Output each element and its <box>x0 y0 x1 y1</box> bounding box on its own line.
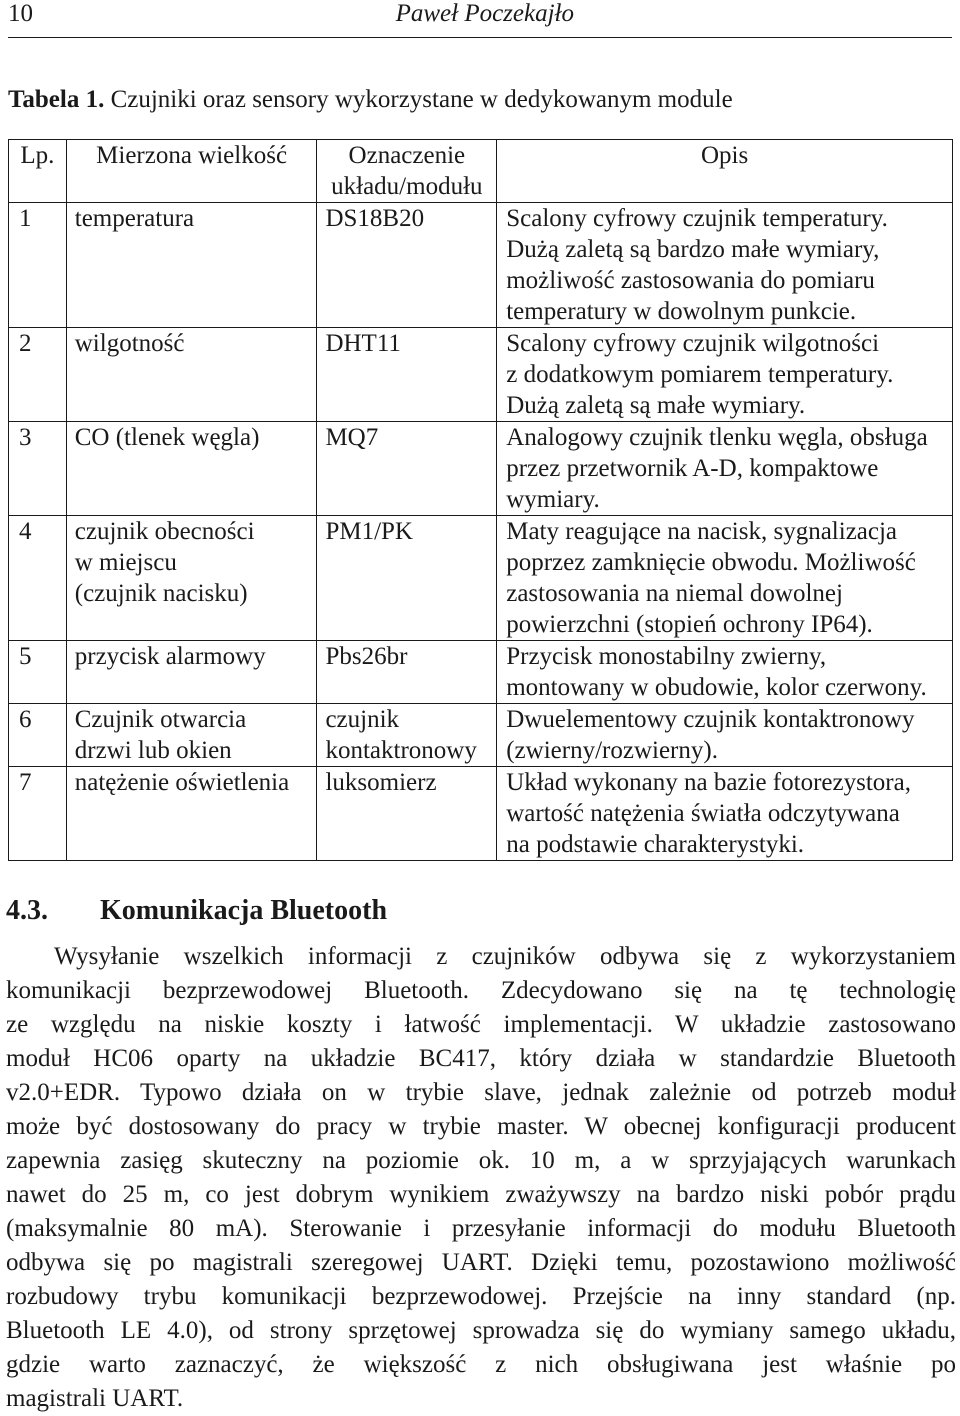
cell-description-line: Dwuelementowy czujnik kontaktronowy <box>506 706 915 733</box>
running-header <box>8 0 952 30</box>
cell-description-line: montowany w obudowie, kolor czerwony. <box>506 674 927 701</box>
cell-designation <box>317 516 497 641</box>
cell-description-line: możliwość zastosowania do pomiaru <box>506 267 875 294</box>
cell-description-line: zastosowania na niemal dowolnej <box>506 580 843 607</box>
cell-quantity <box>66 767 317 861</box>
cell-lp: 2 <box>9 328 67 422</box>
cell-lp: 5 <box>9 641 67 704</box>
cell-designation-line: luksomierz <box>325 769 437 796</box>
cell-designation-line: czujnik <box>325 706 400 733</box>
table-row <box>9 704 953 767</box>
paragraph-line: moduł HC06 oparty na układzie BC417, który działa w standardzie Bluetooth <box>6 1045 956 1072</box>
cell-designation-line: DS18B20 <box>325 205 425 232</box>
paragraph-line: Wysyłanie wszelkich informacji z czujników odbywa się z wykorzystaniem <box>54 943 956 970</box>
cell-description-line: Dużą zaletą są małe wymiary. <box>506 392 806 419</box>
paragraph-line: nawet do 25 m, co jest dobrym wynikiem zważywszy na bardzo niski pobór prądu <box>6 1181 956 1208</box>
cell-description-line: (zwierny/rozwierny). <box>506 737 718 764</box>
cell-designation-line: MQ7 <box>325 424 379 451</box>
cell-designation-line: PM1/PK <box>325 518 413 545</box>
paragraph-line: komunikacji bezprzewodowej Bluetooth. Zdecydowano się na tę technologię <box>6 977 956 1004</box>
cell-designation-line: Pbs26br <box>325 643 408 670</box>
paragraph-line: (maksymalnie 80 mA). Sterowanie i przesyłanie informacji do modułu Bluetooth <box>6 1215 956 1242</box>
cell-description-line: przez przetwornik A-D, kompaktowe <box>506 455 879 482</box>
column-header-designation-line: układu/modułu <box>331 173 483 200</box>
table-row <box>9 516 953 641</box>
cell-description-line: na podstawie charakterystyki. <box>506 831 805 858</box>
cell-lp: 7 <box>9 767 67 861</box>
column-header-lp: Lp. <box>9 140 67 203</box>
paragraph-line: gdzie warto zaznaczyć, że większość z nich obsługiwana jest właśnie po <box>6 1351 956 1378</box>
cell-designation <box>317 767 497 861</box>
table-header-row <box>9 140 953 203</box>
cell-quantity <box>66 516 317 641</box>
table-caption-text: Czujniki oraz sensory wykorzystane w dedykowanym module <box>110 86 733 113</box>
paragraph-line: zapewnia zasięg skuteczny na poziomie ok. 10 m, a w sprzyjających warunkach <box>6 1147 956 1174</box>
table-caption-label: Tabela 1. <box>8 86 105 113</box>
cell-quantity <box>66 203 317 328</box>
sensors-table <box>8 139 953 861</box>
paragraph-line: może być dostosowany do pracy w trybie master. W obecnej konfiguracji producent <box>6 1113 956 1140</box>
table-caption <box>8 86 733 114</box>
cell-quantity-line: (czujnik nacisku) <box>74 580 248 607</box>
cell-lp: 4 <box>9 516 67 641</box>
paragraph-line: rozbudowy trybu komunikacji bezprzewodowej. Przejście na inny standard (np. <box>6 1283 956 1310</box>
paragraph-line: magistrali UART. <box>6 1385 184 1412</box>
cell-description <box>497 422 953 516</box>
cell-quantity <box>66 422 317 516</box>
section-title: Komunikacja Bluetooth <box>100 895 388 926</box>
section-number: 4.3. <box>6 895 48 926</box>
cell-lp: 6 <box>9 704 67 767</box>
cell-quantity-line: wilgotność <box>74 330 185 357</box>
cell-designation-line: kontaktronowy <box>325 737 477 764</box>
cell-designation <box>317 328 497 422</box>
cell-designation <box>317 704 497 767</box>
paragraph-line: ze względu na niskie koszty i łatwość implementacji. W układzie zastosowano <box>6 1011 956 1038</box>
cell-quantity-line: drzwi lub okien <box>74 737 232 764</box>
cell-lp: 1 <box>9 203 67 328</box>
cell-quantity-line: przycisk alarmowy <box>74 643 266 670</box>
cell-quantity <box>66 328 317 422</box>
cell-description-line: Scalony cyfrowy czujnik temperatury. <box>506 205 888 232</box>
column-header-designation <box>317 140 497 203</box>
section-heading <box>6 895 387 927</box>
paragraph-line: odbywa się po magistrali szeregowej UART. Dzięki temu, pozostawiono możliwość <box>6 1249 956 1276</box>
cell-quantity-line: Czujnik otwarcia <box>74 706 247 733</box>
cell-designation <box>317 422 497 516</box>
column-header-quantity: Mierzona wielkość <box>66 140 317 203</box>
page-number: 10 <box>8 0 33 27</box>
cell-description-line: temperatury w dowolnym punkcie. <box>506 298 857 325</box>
cell-description <box>497 516 953 641</box>
cell-description-line: z dodatkowym pomiarem temperatury. <box>506 361 894 388</box>
cell-quantity-line: w miejscu <box>74 549 177 576</box>
cell-quantity-line: CO (tlenek węgla) <box>74 424 260 451</box>
cell-quantity <box>66 704 317 767</box>
table-row <box>9 767 953 861</box>
cell-description <box>497 328 953 422</box>
cell-description-line: Scalony cyfrowy czujnik wilgotności <box>506 330 880 357</box>
cell-description <box>497 641 953 704</box>
cell-description <box>497 704 953 767</box>
cell-designation-line: DHT11 <box>325 330 401 357</box>
cell-designation <box>317 203 497 328</box>
table-row <box>9 641 953 704</box>
cell-description-line: Układ wykonany na bazie fotorezystora, <box>506 769 911 796</box>
table-body <box>9 203 953 861</box>
column-header-designation-line: Oznaczenie <box>348 142 466 169</box>
cell-description-line: Maty reagujące na nacisk, sygnalizacja <box>506 518 898 545</box>
cell-description <box>497 767 953 861</box>
cell-quantity-line: temperatura <box>74 205 195 232</box>
paragraph-line: Bluetooth LE 4.0), od strony sprzętowej sprowadza się do wymiany samego układu, <box>6 1317 956 1344</box>
cell-quantity-line: natężenie oświetlenia <box>74 769 290 796</box>
cell-description-line: Analogowy czujnik tlenku węgla, obsługa <box>506 424 928 451</box>
cell-description-line: Przycisk monostabilny zwierny, <box>506 643 827 670</box>
cell-description-line: wymiary. <box>506 486 600 513</box>
cell-designation <box>317 641 497 704</box>
cell-description-line: wartość natężenia światła odczytywana <box>506 800 900 827</box>
cell-description-line: Dużą zaletą są bardzo małe wymiary, <box>506 236 880 263</box>
table-row <box>9 203 953 328</box>
paragraph-line: v2.0+EDR. Typowo działa on w trybie slave, jednak zależnie od potrzeb moduł <box>6 1079 956 1106</box>
cell-description <box>497 203 953 328</box>
cell-description-line: powierzchni (stopień ochrony IP64). <box>506 611 873 638</box>
cell-quantity <box>66 641 317 704</box>
table-row <box>9 422 953 516</box>
section-paragraph <box>6 940 956 1416</box>
cell-description-line: poprzez zamknięcie obwodu. Możliwość <box>506 549 916 576</box>
running-head-author: Paweł Poczekajło <box>395 0 574 27</box>
column-header-description: Opis <box>497 140 953 203</box>
cell-quantity-line: czujnik obecności <box>74 518 255 545</box>
cell-lp: 3 <box>9 422 67 516</box>
table-row <box>9 328 953 422</box>
header-rule <box>8 37 952 38</box>
